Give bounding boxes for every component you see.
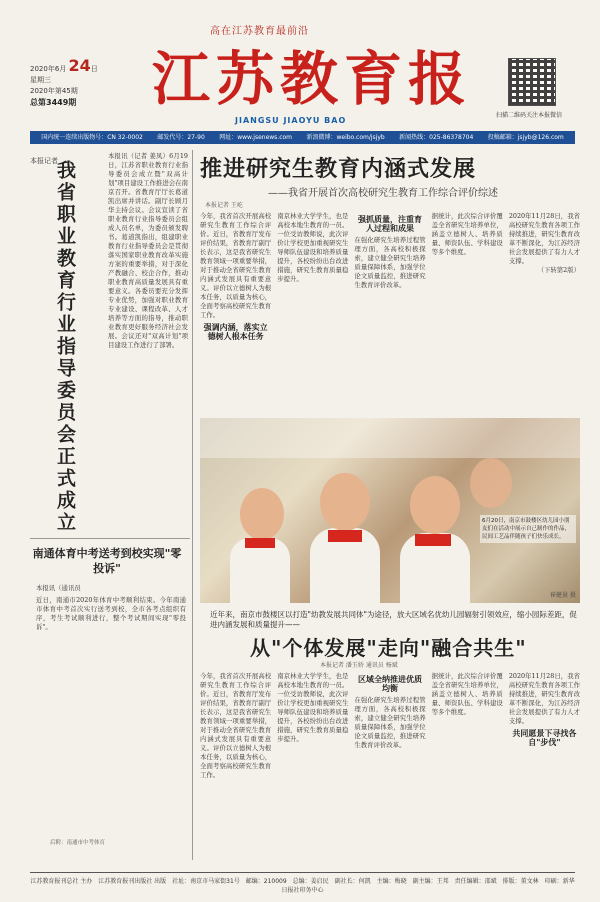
column-divider: [192, 150, 193, 860]
left-bottom-title: 南通体育中考送考到校实现"零投诉": [32, 547, 182, 575]
lead-col-1-text: 今年，我省首次开展高校研究生教育工作综合评价。近日，省教育厅发布评价结果，省教育厅副厅长表示，这是我省研究生教育领域一项重要举措，对于推动全省研究生教育内涵式发展具有重要意义。评价以立德树人为根本任务，以质量为核心，全面考察高校研究生教育工作。: [200, 212, 272, 319]
left-divider: [30, 538, 190, 539]
newspaper-logo-english: JIANGSU JIAOYU BAO: [235, 116, 347, 125]
story2-col-2: 南京林业大学学生，也是高校本地生教育的一员。一位受访教师说，此次评价让学校更加重视研究生导师队伍建设和培养质量提升，各校纷纷出台改进措施，研究生教育质量稳步提升。: [277, 672, 349, 743]
lead-col-2: 南京林业大学学生，也是高校本地生教育的一员。一位受访教师说，此次评价让学校更加重视研究生导师队伍建设和培养质量提升，各校纷纷出台改进措施，研究生教育质量稳步提升。: [277, 212, 349, 283]
left-story-body: 本报讯（记者 姜凤）6月19日，江苏省职业教育行业指导委员会成立暨"双高计划"项目建设工作推进会在南京召开。省教育厅厅长葛道凯出席并讲话。副厅长顾月华主持会议。会议宣读了省职业教育行业指导委员会组成人员名单，为委员颁发聘书。葛道凯指出，组建职业教育行业指导委员会是贯彻落实国家职业教育改革实施方案的重要举措，对于深化产教融合、校企合作，推动职业教育高质量发展具有重要意义。各委员要充分发挥专业优势，加强对职业教育专业建设、课程改革、人才培养等方面的指导，推动职业教育更好服务经济社会发展。会议还对"双高计划"项目建设工作进行了部署。: [108, 152, 188, 349]
photo-credit: 崔健景 摄: [550, 592, 576, 599]
left-bottom-byline: 本报讯（通讯员: [36, 584, 81, 592]
date-day: 24: [68, 56, 91, 75]
masthead-motto: 高在江苏教育最前沿: [210, 26, 309, 37]
story2-intro: 近年来，南京市鼓楼区以打造"幼教发展共同体"为途径，放大区域名优幼儿园辐射引领效应，缩小园际差距，促进内涵发展和质量提升——: [210, 610, 577, 629]
story2-columns: [200, 672, 580, 867]
photo-caption: 6月20日，南京市鼓楼区幼儿园小朋友们在活动中展示自己制作的作品，民间工艺品伴随孩子们快乐成长。: [480, 515, 576, 543]
lead-story-subtitle: ——我省开展首次高校研究生教育工作综合评价综述: [268, 188, 498, 199]
total-issue-number: 总第3449期: [30, 98, 77, 107]
info-postal-code: 邮发代号：27-90: [157, 134, 205, 141]
info-hotline: 新闻热线：025-86378704: [399, 134, 474, 141]
issue-number: 2020年第45期: [30, 87, 78, 95]
info-cn-number: 国内统一连续出版物号：CN 32-0002: [41, 134, 143, 141]
left-story-body-col1: [30, 170, 52, 530]
date-block: [30, 56, 98, 108]
story2-col-1: 今年，我省首次开展高校研究生教育工作综合评价。近日，省教育厅发布评价结果，省教育厅副厅长表示，这是我省研究生教育领域一项重要举措，对于推动全省研究生教育内涵式发展具有重要意义。评价以立德树人为根本任务，以质量为核心，全面考察高校研究生教育工作。: [200, 672, 272, 779]
lead-col-4: 据统计，此次综合评价覆盖全省研究生培养单位，涵盖立德树人、培养质量、师资队伍、学科建设等多个维度。: [431, 212, 503, 256]
weekday: 星期三: [30, 76, 51, 84]
lead-subhead-2: 强抓质量，注重育人过程和成果: [358, 215, 422, 233]
lead-col-3-text: 在强化研究生培养过程管理方面，各高校积极探索，建立健全研究生培养质量保障体系，加强学位论文质量监控，推进研究生教育评价改革。: [354, 236, 426, 289]
story2-col-4: 据统计，此次综合评价覆盖全省研究生培养单位，涵盖立德树人、培养质量、师资队伍、学科建设等多个维度。: [431, 672, 503, 716]
story2-byline: 本报记者 潘玉娇 通讯员 杨斌: [320, 662, 398, 669]
lead-end-note: （下转第2版）: [537, 266, 580, 274]
date-day-suffix: 日: [90, 65, 98, 73]
lead-story-columns: [200, 212, 580, 412]
story2-col-5: [509, 672, 580, 867]
left-story-title: 我省职业教育行业指导委员会正式成立: [54, 160, 76, 534]
story2-subhead-1: 区域全纳推进优质均衡: [358, 675, 422, 693]
masthead: [30, 20, 575, 128]
newspaper-logo: 江苏教育报: [152, 45, 473, 113]
info-email: 投稿邮箱：jsjyb@126.com: [487, 134, 564, 141]
left-bottom-body: 近日，南通市2020年体育中考顺利结束。今年南通市体育中考首次实行送考到校，全市各考点组织有序，考生考试顺利进行，整个考试期间实现"零投诉"。: [36, 596, 186, 631]
lead-subhead-1: 强调内涵，落实立德树人根本任务: [203, 323, 268, 341]
qr-code-icon: [508, 58, 556, 106]
left-story-byline: 本报记者: [30, 157, 58, 165]
lead-col-5-text: 2020年11月28日，我省高校研究生教育各项工作持续推进，研究生教育改革不断深化，为江苏经济社会发展提供了有力人才支撑。: [508, 212, 580, 265]
story2-col-3-text: 在强化研究生培养过程管理方面，各高校积极探索，建立健全研究生培养质量保障体系，加强学位论文质量监控，推进研究生教育评价改革。: [354, 696, 426, 749]
story2-title: 从"个体发展"走向"融合共生": [250, 636, 527, 660]
left-bottom-note: 后附：南通市中考体育: [50, 840, 106, 846]
page-footer: 江苏教育报刊总社 主办 江苏教育报刊出版社 出版 社址：南京市马家街31号 邮编：210009 总编：姜启民 副社长：何凯 主编：梅晓 副主编：王邦 责任编辑：邵斌 排版：董文林 印刷：新华日报社印务中心: [30, 872, 575, 886]
lead-col-5: [509, 212, 580, 412]
lead-col-3: [354, 212, 425, 412]
lead-story-byline: 本报记者 王屹: [205, 202, 243, 209]
info-bar: [30, 131, 575, 144]
info-website: 网址：www.jsenews.com: [219, 134, 293, 141]
news-photo: [200, 418, 580, 603]
lead-story-title: 推进研究生教育内涵式发展: [200, 157, 477, 182]
info-weibo: 新浪微博：weibo.com/jsjyb: [306, 134, 385, 141]
story2-col-3: [354, 672, 425, 867]
lead-col-1: [200, 212, 271, 412]
story2-col-5-text: 2020年11月28日，我省高校研究生教育各项工作持续推进，研究生教育改革不断深化，为江苏经济社会发展提供了有力人才支撑。: [508, 672, 580, 725]
story2-subhead-2: 共同愿景下寻找各自"步伐": [512, 729, 577, 747]
qr-caption: 扫描二维码关注本报微信: [496, 112, 563, 119]
date-line: 2020年6月: [30, 65, 67, 73]
